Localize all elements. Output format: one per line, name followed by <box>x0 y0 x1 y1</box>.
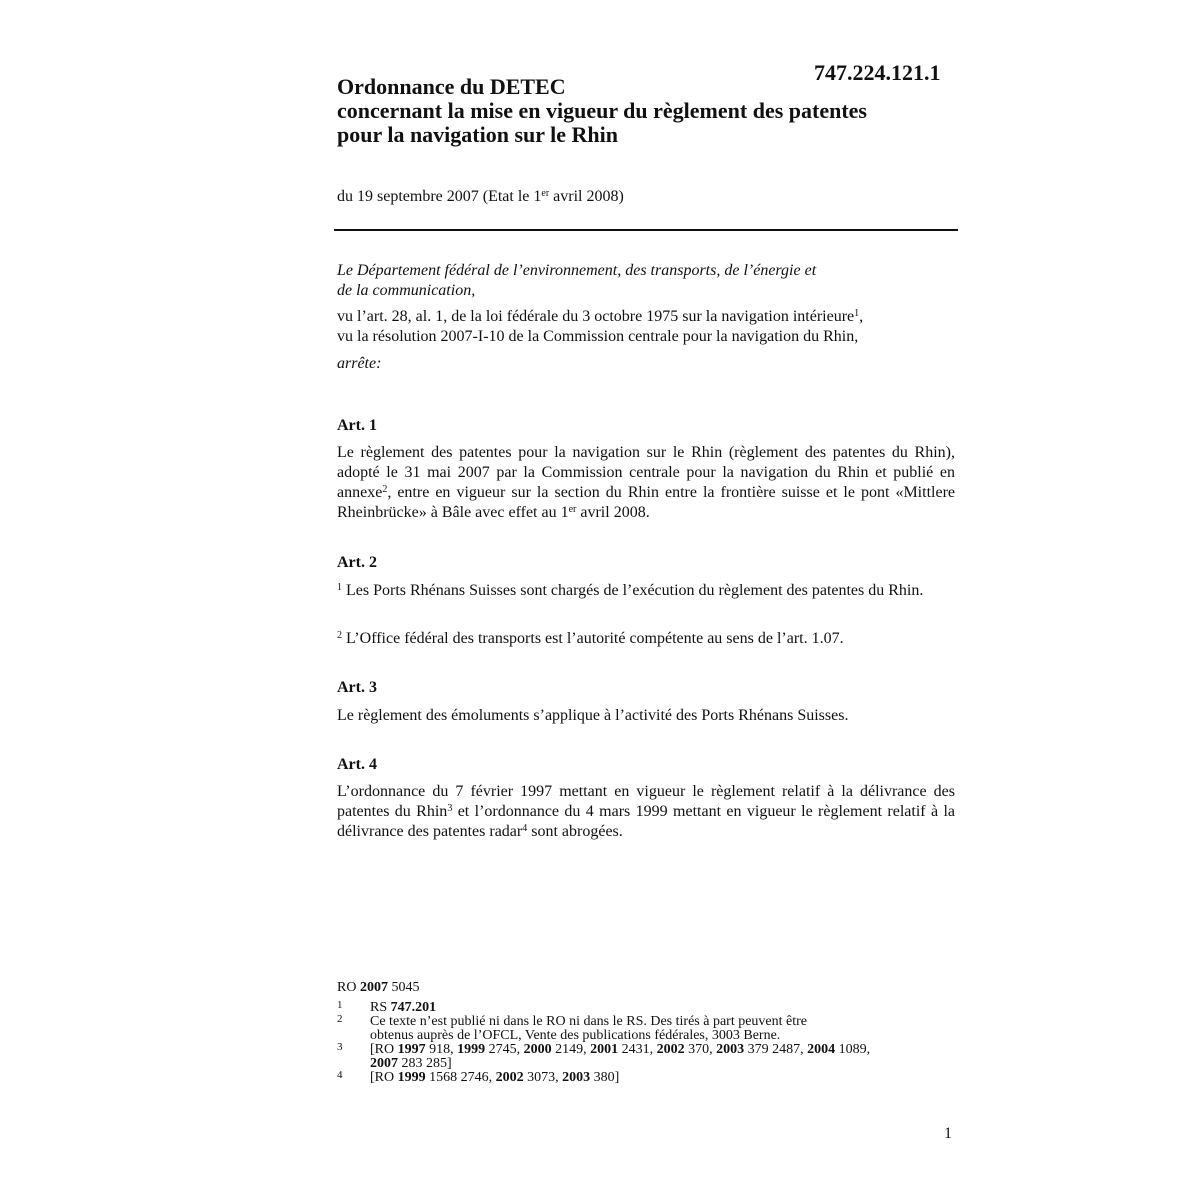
systematic-number: 747.224.121.1 <box>814 60 941 85</box>
footnote-1: 1 RS 747.201 <box>337 999 437 1015</box>
document-title <box>337 75 957 147</box>
art-2-heading: Art. 2 <box>337 554 377 571</box>
footnote-ref-4[interactable]: 4 <box>522 823 528 834</box>
page-number: 1 <box>944 1125 952 1142</box>
document-date: du 19 septembre 2007 (Etat le 1er avril 2008) <box>337 188 624 205</box>
footnotes <box>337 981 957 1085</box>
authority-line-2: de la communication, <box>337 282 476 299</box>
authority-line-1: Le Département fédéral de l’environnement, des transports, de l’énergie et <box>337 262 817 279</box>
header-rule <box>334 229 958 231</box>
art-3-text: Le règlement des émoluments s’applique à l’activité des Ports Rhénans Suisses. <box>337 707 849 724</box>
ro-reference: RO 2007 5045 <box>337 980 420 995</box>
footnote-3: 3 [RO 1997 918, 1999 2745, 2000 2149, 2001 2431, 2002 370, 2003 379 2487, 2004 1089, 2007 283 285] <box>337 1041 871 1071</box>
art-2-al-2: $^2$ L’Office fédéral des transports est l’autorité compétente au sens de l’art. 1.07. <box>337 630 844 647</box>
art-4-text: L’ordonnance du 7 février 1997 mettant en vigueur le règlement relatif à la délivrance des patentes du Rhin$^3$ et l’ordonnance du 4 mars 1999 mettant en vigueur le règlement relatif à la délivrance des patentes radar$^4$ sont abrogées. <box>337 783 956 840</box>
vu-line-1: vu l’art. 28, al. 1, de la loi fédérale du 3 octobre 1975 sur la navigation intérieure$^1$, <box>337 308 864 325</box>
footnote-ref-3[interactable]: 3 <box>447 803 453 814</box>
art-1-heading: Art. 1 <box>337 417 377 434</box>
title-line-1: Ordonnance du DETEC <box>337 74 566 99</box>
vu-line-2: vu la résolution 2007-I-10 de la Commission centrale pour la navigation du Rhin, <box>337 328 859 345</box>
footnote-4: 4 [RO 1999 1568 2746, 2002 3073, 2003 380] <box>337 1069 620 1085</box>
title-line-3: pour la navigation sur le Rhin <box>337 122 618 147</box>
title-line-2: concernant la mise en vigueur du règlement des patentes <box>337 98 867 123</box>
preamble-authority <box>337 261 955 301</box>
art-3-heading: Art. 3 <box>337 679 377 696</box>
arrete: arrête: <box>337 355 382 372</box>
preamble-vu <box>337 307 955 347</box>
footnote-2: 2 Ce texte n’est publié ni dans le RO ni dans le RS. Des tirés à part peuvent être obtenus auprès de l’OFCL, Vente des publications fédérales, 3003 Berne. <box>337 1013 808 1043</box>
art-1-text: Le règlement des patentes pour la navigation sur le Rhin (règlement des patentes du Rhin), adopté le 31 mai 2007 par la Commission centrale pour la navigation du Rhin et publié en annexe$^2$, entre en vigueur sur la section du Rhin entre la frontière suisse et le pont «Mittlere Rheinbrücke» à Bâle avec effet au 1er avril 2008. <box>337 444 955 521</box>
art-4-heading: Art. 4 <box>337 756 377 773</box>
footnote-ref-2[interactable]: 2 <box>382 484 388 495</box>
art-2-al-1: $^1$ Les Ports Rhénans Suisses sont chargés de l’exécution du règlement des patentes du Rhin. <box>337 582 924 599</box>
footnote-ref-1[interactable]: 1 <box>854 308 860 319</box>
